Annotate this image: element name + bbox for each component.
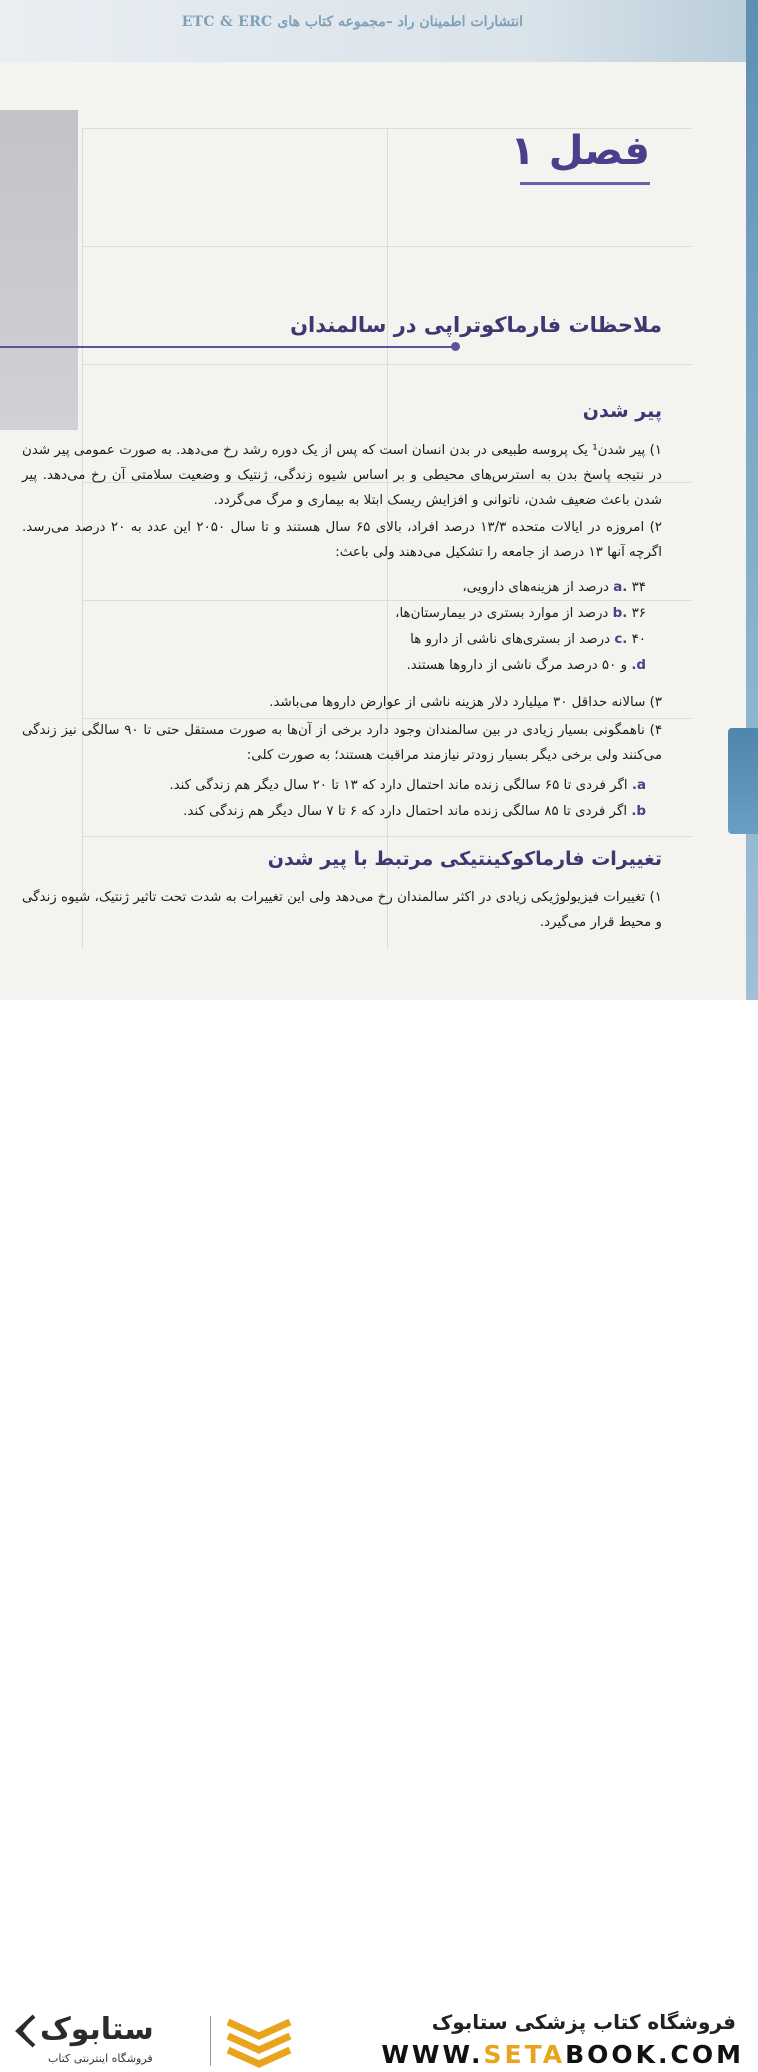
section-rule (0, 346, 455, 348)
list-item-c (410, 632, 646, 647)
list-item-b (183, 804, 646, 819)
book-stack-icon (226, 2016, 292, 2068)
logo-subtitle: فروشگاه اینترنتی کتاب (48, 2052, 153, 2065)
list-marker: d. (631, 658, 646, 673)
list-text: و ۵۰ درصد مرگ ناشی از داروها هستند. (406, 658, 628, 673)
list-marker: c. (614, 632, 628, 647)
list-marker: b. (631, 804, 646, 819)
list-item-b (395, 606, 646, 621)
aging-paragraph-2: ۲) امروزه در ایالات متحده ۱۳/۳ درصد افراد، بالای ۶۵ سال هستند و تا سال ۲۰۵۰ این عدد به ۲۰ درصد می‌رسد. اگرچه آنها ۱۳ درصد از جامعه را تشکیل می‌دهند ولی باعث: (22, 520, 662, 560)
list-marker: a. (613, 580, 628, 595)
chapter-title: فصل ۱ (510, 128, 650, 174)
aging-paragraph-1: ۱) پیر شدن¹ یک پروسه طبیعی در بدن انسان است که پس از یک دوره رشد رخ می‌دهد. به صورت عمومی پیر شدن در نتیجه پاسخ بدن به استرس‌های محیطی و بر اساس شیوه زندگی، ژنتیک و وضعیت سلامتی آن رخ می‌دهد. پیر شدن باعث ضعیف شدن، ناتوانی و افزایش ریسک ابتلا به بیماری و مرگ می‌گردد. (22, 443, 662, 508)
logo-word: ستابوک (40, 2012, 154, 2047)
list-text: ۳۴ درصد از هزینه‌های دارویی، (462, 580, 646, 595)
list-text: ۳۶ درصد از موارد بستری در بیمارستان‌ها، (395, 606, 646, 621)
list-marker: b. (612, 606, 628, 621)
running-title: انتشارات اطمینان راد –مجموعه کتاب های ETC & ERC (181, 14, 523, 30)
list-marker: a. (631, 778, 646, 793)
pk-paragraph-1: ۱) تغییرات فیزیولوژیکی زیادی در اکثر سالمندان رخ می‌دهد ولی این تغییرات به شدت تحت تاثیر ژنتیک، شیوه زندگی و محیط قرار می‌گیرد. (22, 890, 662, 930)
aging-heading: پیر شدن (582, 400, 662, 422)
url-suffix: BOOK.COM (565, 2040, 744, 2069)
list-text: اگر فردی تا ۶۵ سالگی زنده ماند احتمال دارد که ۱۳ تا ۲۰ سال دیگر هم زندگی کند. (169, 778, 628, 793)
list-item-a (462, 580, 646, 595)
bleed-through-strip (0, 110, 78, 430)
store-footer (0, 1000, 758, 2069)
list-item-a (169, 778, 646, 793)
chapter-underline (520, 182, 650, 185)
store-url[interactable] (381, 2040, 744, 2069)
url-prefix: WWW. (381, 2040, 484, 2069)
running-header (0, 0, 758, 62)
list-text: ۴۰ درصد از بستری‌های ناشی از دارو ها (410, 632, 646, 647)
page-edge-strip (746, 0, 758, 1000)
pk-heading: تغییرات فارماکوکینتیکی مرتبط با پیر شدن (267, 848, 662, 870)
aging-paragraph-4: ۴) ناهمگونی بسیار زیادی در بین سالمندان وجود دارد برخی از آن‌ها به صورت مستقل حتی تا ۹۰ سالگی نیز زندگی می‌کنند ولی برخی دیگر بسیار زودتر نیازمند مراقبت هستند؛ به صورت کلی: (22, 723, 663, 763)
list-item-d (407, 658, 647, 673)
chapter-thumb-tab (728, 728, 758, 834)
section-title: ملاحظات فارماکوتراپی در سالمندان (290, 313, 662, 337)
store-logo (14, 2012, 294, 2072)
store-name: فروشگاه کتاب پزشکی ستابوک (431, 2010, 736, 2034)
aging-paragraph-3: ۳) سالانه حداقل ۳۰ میلیارد دلار هزینه ناشی از عوارض داروها می‌باشد. (269, 695, 662, 710)
section-rule-dot (451, 342, 460, 351)
logo-arrow-icon (14, 2014, 38, 2048)
url-accent: SETA (483, 2040, 566, 2069)
book-page (0, 0, 758, 1000)
logo-divider (210, 2016, 211, 2066)
list-text: اگر فردی تا ۸۵ سالگی زنده ماند احتمال دارد که ۶ تا ۷ سال دیگر هم زندگی کند. (183, 804, 628, 819)
